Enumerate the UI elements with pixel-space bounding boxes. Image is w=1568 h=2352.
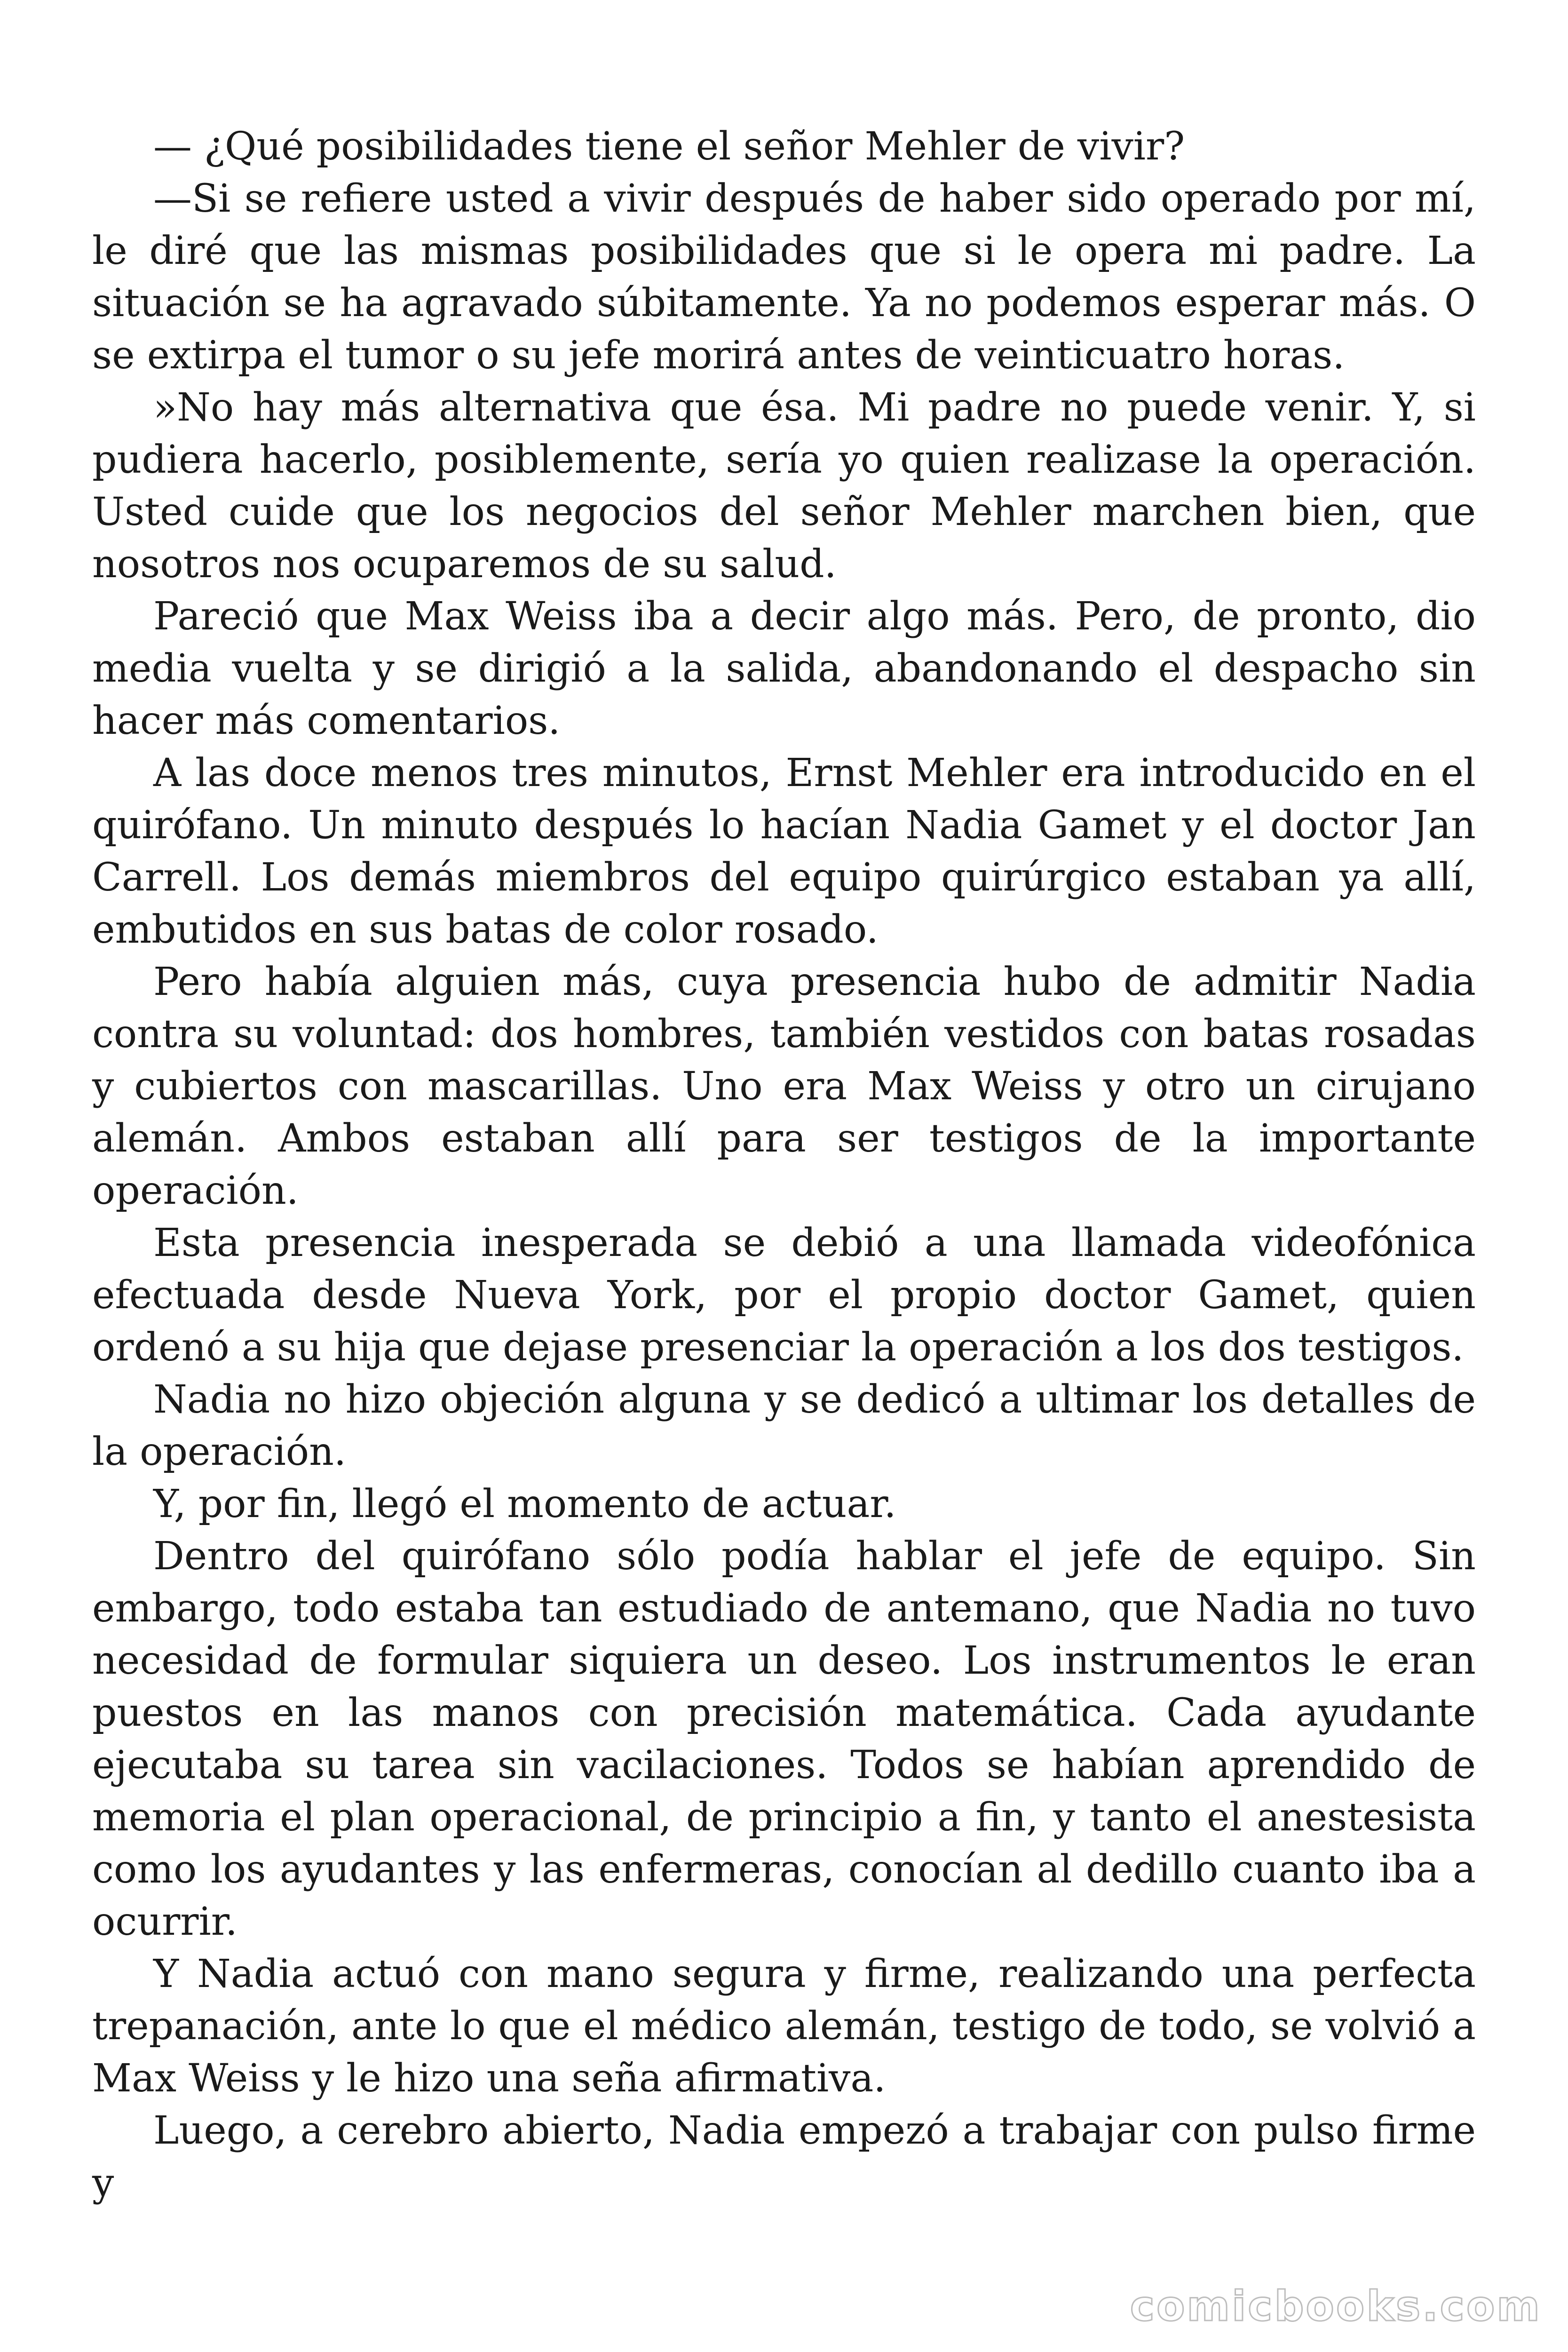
watermark: comicbooks.com (1130, 2282, 1542, 2330)
paragraph: — ¿Qué posibilidades tiene el señor Mehler de vivir? (153, 124, 1185, 169)
paragraph: Pero había alguien más, cuya presencia hubo de admitir Nadia contra su voluntad: dos hombres, también vestidos con batas rosadas y cubiertos con mascarillas. Uno era Max Weiss y otro un cirujano alemán. Ambos estaban allí para ser testigos de la importante operación. (92, 960, 1476, 1213)
paragraph: Y Nadia actuó con mano segura y firme, realizando una perfecta trepanación, ante lo que el médico alemán, testigo de todo, se volvió a Max Weiss y le hizo una seña afirmativa. (92, 1952, 1476, 2101)
body-text (92, 120, 1476, 2209)
paragraph: Dentro del quirófano sólo podía hablar el jefe de equipo. Sin embargo, todo estaba tan estudiado de antemano, que Nadia no tuvo necesidad de formular siquiera un deseo. Los instrumentos le eran puestos en las manos con precisión matemática. Cada ayudante ejecutaba su tarea sin vacilaciones. Todos se habían aprendido de memoria el plan operacional, de principio a fin, y tanto el anestesista como los ayudantes y las enfermeras, conocían al dedillo cuanto iba a ocurrir. (92, 1534, 1476, 1944)
paragraph: A las doce menos tres minutos, Ernst Mehler era introducido en el quirófano. Un minuto después lo hacían Nadia Gamet y el doctor Jan Carrell. Los demás miembros del equipo quirúrgico estaban ya allí, embutidos en sus batas de color rosado. (92, 751, 1476, 952)
paragraph: —Si se refiere usted a vivir después de haber sido operado por mí, le diré que las mismas posibilidades que si le opera mi padre. La situación se ha agravado súbitamente. Ya no podemos esperar más. O se extirpa el tumor o su jefe morirá antes de veinticuatro horas. (92, 176, 1476, 378)
paragraph: Esta presencia inesperada se debió a una llamada videofónica efectuada desde Nueva York, por el propio doctor Gamet, quien ordenó a su hija que dejase presenciar la operación a los dos testigos. (92, 1221, 1476, 1370)
paragraph: Nadia no hizo objeción alguna y se dedicó a ultimar los detalles de la operación. (92, 1377, 1476, 1474)
paragraph: Y, por fin, llegó el momento de actuar. (153, 1482, 896, 1526)
paragraph: Luego, a cerebro abierto, Nadia empezó a trabajar con pulso firme y (92, 2108, 1476, 2205)
paragraph: Pareció que Max Weiss iba a decir algo más. Pero, de pronto, dio media vuelta y se dirigió a la salida, abandonando el despacho sin hacer más comentarios. (92, 594, 1476, 743)
paragraph: »No hay más alternativa que ésa. Mi padre no puede venir. Y, si pudiera hacerlo, posiblemente, sería yo quien realizase la operación. Usted cuide que los negocios del señor Mehler marchen bien, que nosotros nos ocuparemos de su salud. (92, 385, 1476, 587)
